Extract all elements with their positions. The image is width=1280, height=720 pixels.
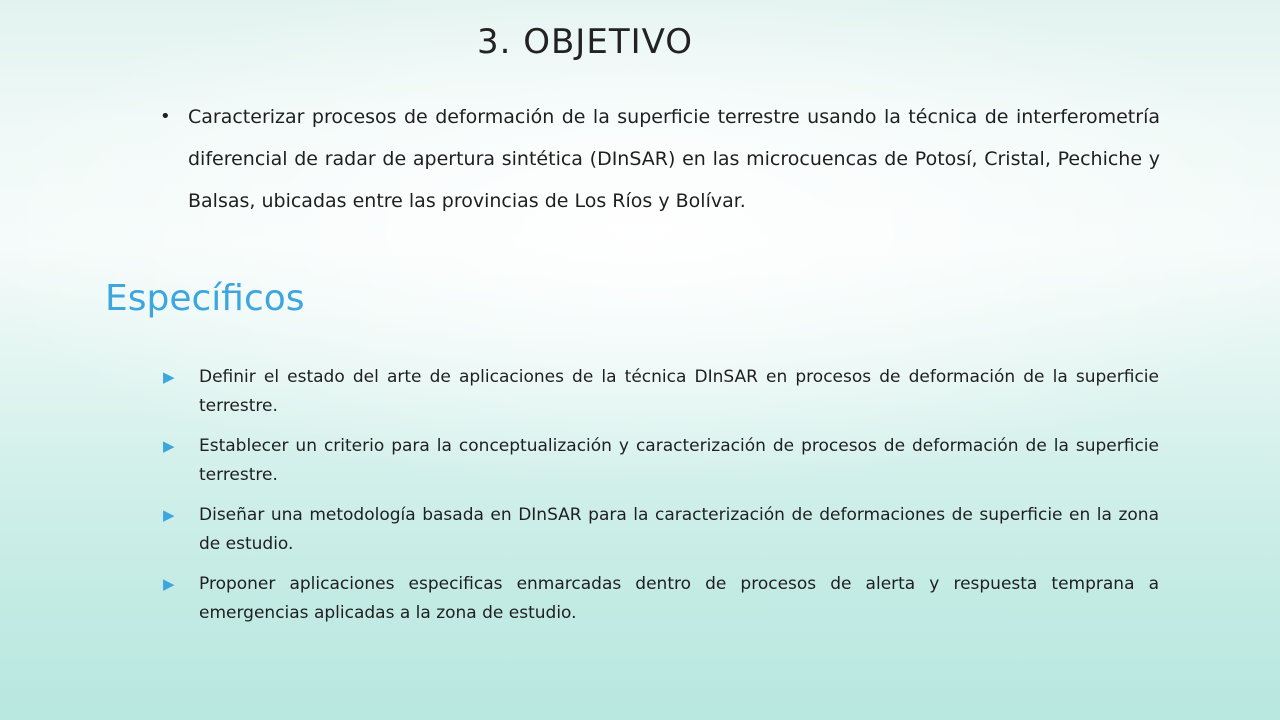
list-item-text: Diseñar una metodología basada en DInSAR para la caracterización de deformaciones de superficie en la zona de estudio. <box>199 505 1159 554</box>
list-item <box>163 501 1159 559</box>
objective-text: Caracterizar procesos de deformación de la superficie terrestre usando la técnica de interferometría diferencial de radar de apertura sintética (DInSAR) en las microcuencas de Potosí, Cristal, Pechiche y Balsas, ubicadas entre las provincias de Los Ríos y Bolívar. <box>188 106 1160 212</box>
slide-title: 3. OBJETIVO <box>476 22 694 62</box>
list-item-text: Definir el estado del arte de aplicaciones de la técnica DInSAR en procesos de deformación de la superficie terrestre. <box>199 367 1159 416</box>
arrow-bullet-icon: ▶ <box>163 437 175 455</box>
list-item <box>163 432 1159 490</box>
list-item <box>163 570 1159 628</box>
arrow-bullet-icon: ▶ <box>163 575 175 593</box>
list-item-text: Proponer aplicaciones especificas enmarcadas dentro de procesos de alerta y respuesta temprana a emergencias aplicadas a la zona de estudio. <box>199 574 1159 623</box>
list-item <box>163 363 1159 421</box>
arrow-bullet-icon: ▶ <box>163 368 175 386</box>
specifics-heading: Específicos <box>105 278 305 319</box>
objective-bullet <box>160 96 1160 222</box>
specifics-list <box>163 363 1159 639</box>
list-item-text: Establecer un criterio para la conceptualización y caracterización de procesos de deformación de la superficie terrestre. <box>199 436 1159 485</box>
arrow-bullet-icon: ▶ <box>163 506 175 524</box>
bullet-dot-icon: • <box>160 106 171 127</box>
